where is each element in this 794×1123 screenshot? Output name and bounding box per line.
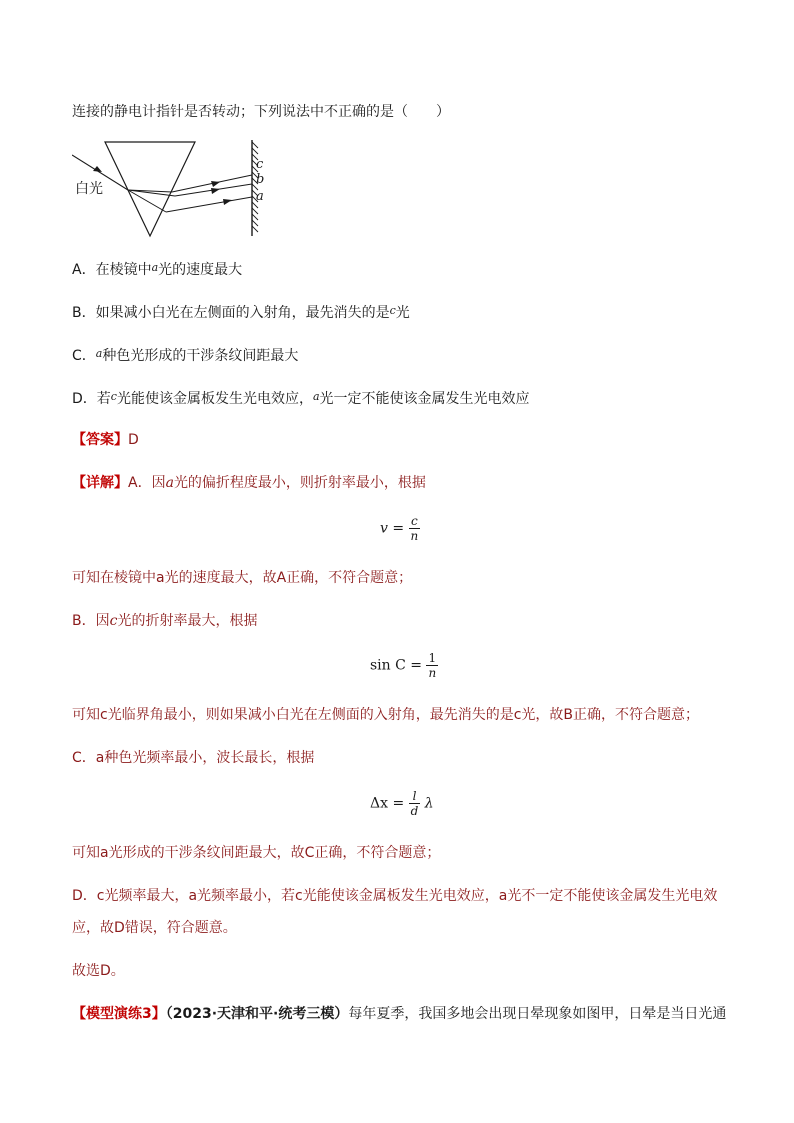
detail-line-3: B．因c光的折射率最大，根据 xyxy=(72,613,258,629)
detail-line-1: 【详解】A．因a光的偏折程度最小，则折射率最小，根据 xyxy=(72,475,426,491)
detail-line-6: 可知a光形成的干涉条纹间距最大，故C正确，不符合题意； xyxy=(72,845,441,861)
detail-line-7: D．c光频率最大，a光频率最小，若c光能使该金属板发生光电效应，a光不一定不能使该金属发生光电效 xyxy=(72,888,718,904)
ray-a xyxy=(166,197,252,212)
option-a: A．在棱镜中$^a$光的速度最大 xyxy=(72,261,243,278)
formula-fringe: Δx = $\frac{l}{d}$ λ xyxy=(370,789,434,818)
label-white-light: 白光 xyxy=(75,181,103,197)
prism-triangle xyxy=(105,142,195,236)
option-d: D．若$^c$光能使该金属板发生光电效应，$^a$光一定不能使该金属发生光电效应 xyxy=(72,390,530,407)
label-b: b xyxy=(256,172,265,187)
detail-line-5: C．a种色光频率最小，波长最长，根据 xyxy=(72,750,315,766)
label-c: c xyxy=(256,157,264,172)
formula-speed: v = $\frac{c}{n}$ xyxy=(380,514,419,543)
answer: 【答案】D xyxy=(72,432,139,448)
detail-line-4: 可知c光临界角最小，则如果减小白光在左侧面的入射角，最先消失的是c光，故B正确，不符合题意； xyxy=(72,707,699,723)
prism-diagram xyxy=(72,140,272,240)
question-stem: 连接的静电计指针是否转动；下列说法中不正确的是（ ） xyxy=(72,104,450,120)
option-c: C．$^a$种色光形成的干涉条纹间距最大 xyxy=(72,347,299,364)
label-a: a xyxy=(256,189,264,204)
next-question: 【模型演练3】（2023·天津和平·统考三模）每年夏季，我国多地会出现日晕现象如图甲，日晕是当日光通 xyxy=(72,1006,727,1022)
detail-line-2: 可知在棱镜中a光的速度最大，故A正确，不符合题意； xyxy=(72,570,413,586)
detail-line-8: 应，故D错误，符合题意。 xyxy=(72,920,237,936)
screen-hatch xyxy=(252,142,258,232)
detail-line-9: 故选D。 xyxy=(72,963,125,979)
option-b: B．如果减小白光在左侧面的入射角，最先消失的是$^c$光 xyxy=(72,304,410,321)
formula-critical-angle: sin C = $\frac{1}{n}$ xyxy=(370,651,437,680)
